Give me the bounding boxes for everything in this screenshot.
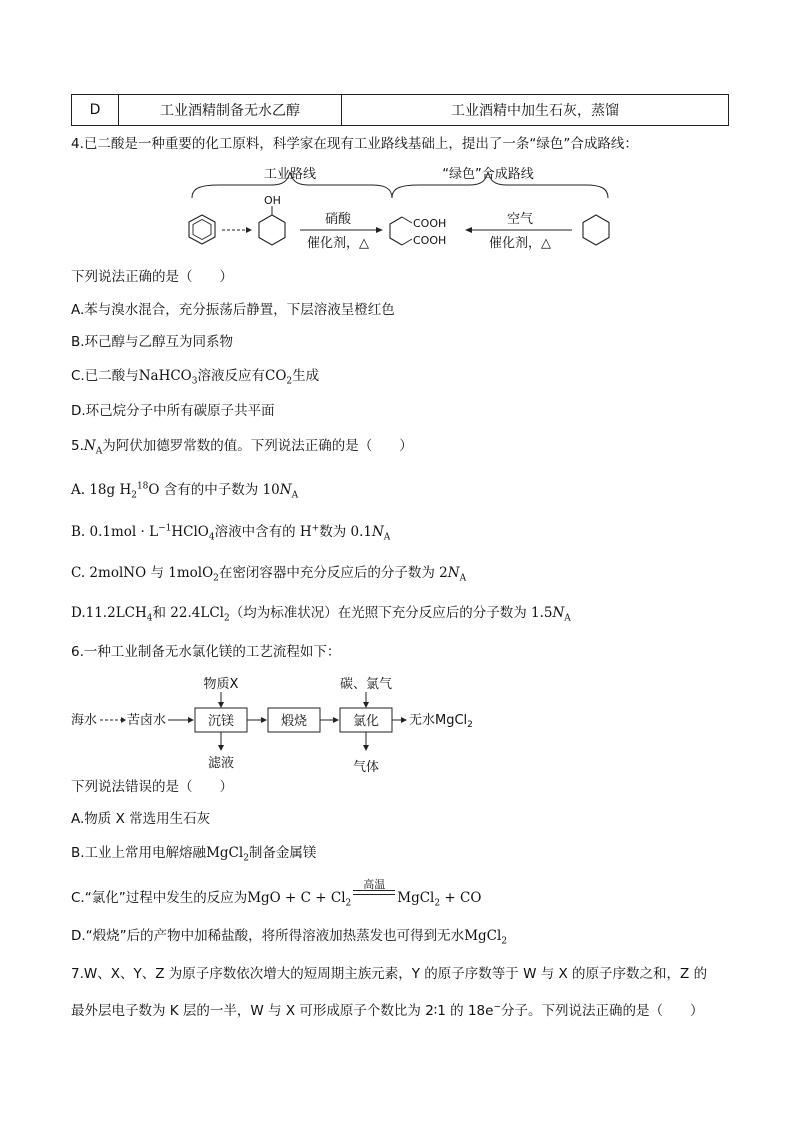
q6-option-a: A.物质 X 常选用生石灰 [71, 811, 211, 827]
q6-prompt: 下列说法错误的是（ ） [71, 779, 233, 795]
table-cell-purpose: 工业酒精制备无水乙醇 [119, 95, 342, 126]
flow-box3-label: 氯化 [352, 714, 380, 729]
oh-label: OH [264, 194, 281, 207]
q4-option-a: A.苯与溴水混合，充分振荡后静置，下层溶液呈橙红色 [71, 302, 395, 318]
cyclohexanol-structure [259, 194, 285, 245]
benzene-structure [189, 215, 215, 244]
q5-option-c: C. 2molNO 与 1molO$_2$在密闭容器中充分反应后的分子数为 $2N_A$ [71, 565, 467, 584]
q6-option-d: D.“煅烧”后的产物中加稀盐酸，将所得溶液加热蒸发也可得到无水MgCl$_2$ [71, 928, 508, 947]
q4-stem: 4.已二酸是一种重要的化工原料，科学家在现有工业路线基础上，提出了一条“绿色”合成路线： [71, 136, 638, 152]
q7-line1: 7.W、X、Y、Z 为原子序数依次增大的短周期主族元素，Y 的原子序数等于 W 与 X 的原子序数之和，Z 的 [71, 966, 708, 982]
flow-brine: 苦卤水 [127, 713, 167, 728]
cooh-label-1: COOH [413, 217, 447, 230]
cyclohexane-structure [583, 215, 609, 245]
q4-synthesis-scheme [180, 160, 620, 260]
q5-option-b: B. $0.1mol \cdot L^{-1}HClO_4$溶液中含有的 H+数为 $0.1N_A$ [71, 523, 391, 543]
q7-line2: 最外层电子数为 K 层的一半，W 与 X 可形成原子个数比为 2∶1 的 18e−分子。下列说法正确的是（ ） [71, 1002, 704, 1019]
q6-stem: 6.一种工业制备无水氯化镁的工艺流程如下： [71, 644, 341, 660]
green-label: “绿色”合成路线 [442, 167, 534, 182]
q4-prompt: 下列说法正确的是（ ） [71, 269, 233, 285]
q5-option-a: A. 18g $H_2^{18}O$ 含有的中子数为 $10N_A$ [71, 481, 299, 501]
flow-box1-label: 沉镁 [207, 714, 235, 729]
q6-option-c: C.“氯化”过程中发生的反应为MgO + $C + Cl_2$ 高温 MgCl$_2$ + CO [71, 878, 482, 909]
flow-box2-label: 煅烧 [280, 714, 308, 729]
reagent2-bottom: 催化剂，△ [489, 236, 551, 251]
option-table [71, 94, 729, 126]
flow-input-x: 物质X [203, 677, 239, 692]
q4-option-d: D.环己烷分子中所有碳原子共平面 [71, 403, 275, 419]
reagent2-top: 空气 [506, 212, 534, 227]
table-cell-label: D [72, 95, 119, 126]
flow-input-carbon: 碳、氯气 [339, 677, 393, 692]
q6-option-b: B.工业上常用电解熔融MgCl$_2$制备金属镁 [71, 845, 317, 864]
flow-gas: 气体 [352, 760, 380, 775]
table-cell-method: 工业酒精中加生石灰，蒸馏 [342, 95, 729, 126]
reagent1-top: 硝酸 [324, 212, 352, 227]
flow-filtrate: 滤液 [207, 756, 235, 771]
cooh-label-2: COOH [413, 234, 447, 247]
q4-option-c: C.已二酸与NaHCO$_3$溶液反应有$CO_2$生成 [71, 368, 320, 387]
flow-seawater: 海水 [71, 713, 98, 728]
high-temp-condition: 高温 [351, 892, 397, 906]
flow-product: 无水MgCl$_2$ [409, 713, 473, 730]
q6-process-flow [71, 674, 491, 776]
adipic-acid-structure [390, 217, 446, 247]
industrial-label: 工业路线 [263, 167, 317, 182]
reagent1-bottom: 催化剂，△ [307, 236, 369, 251]
table-row [72, 95, 729, 126]
q4-option-b: B.环己醇与乙醇互为同系物 [71, 334, 234, 350]
q5-stem: $5.N_A$为阿伏加德罗常数的值。下列说法正确的是（ ） [71, 438, 413, 457]
q5-option-d: $D.11.2LCH_4$和 22.4LCl$_2$（均为标准状况）在光照下充分反应后的分子数为 $1.5N_A$ [71, 605, 571, 624]
